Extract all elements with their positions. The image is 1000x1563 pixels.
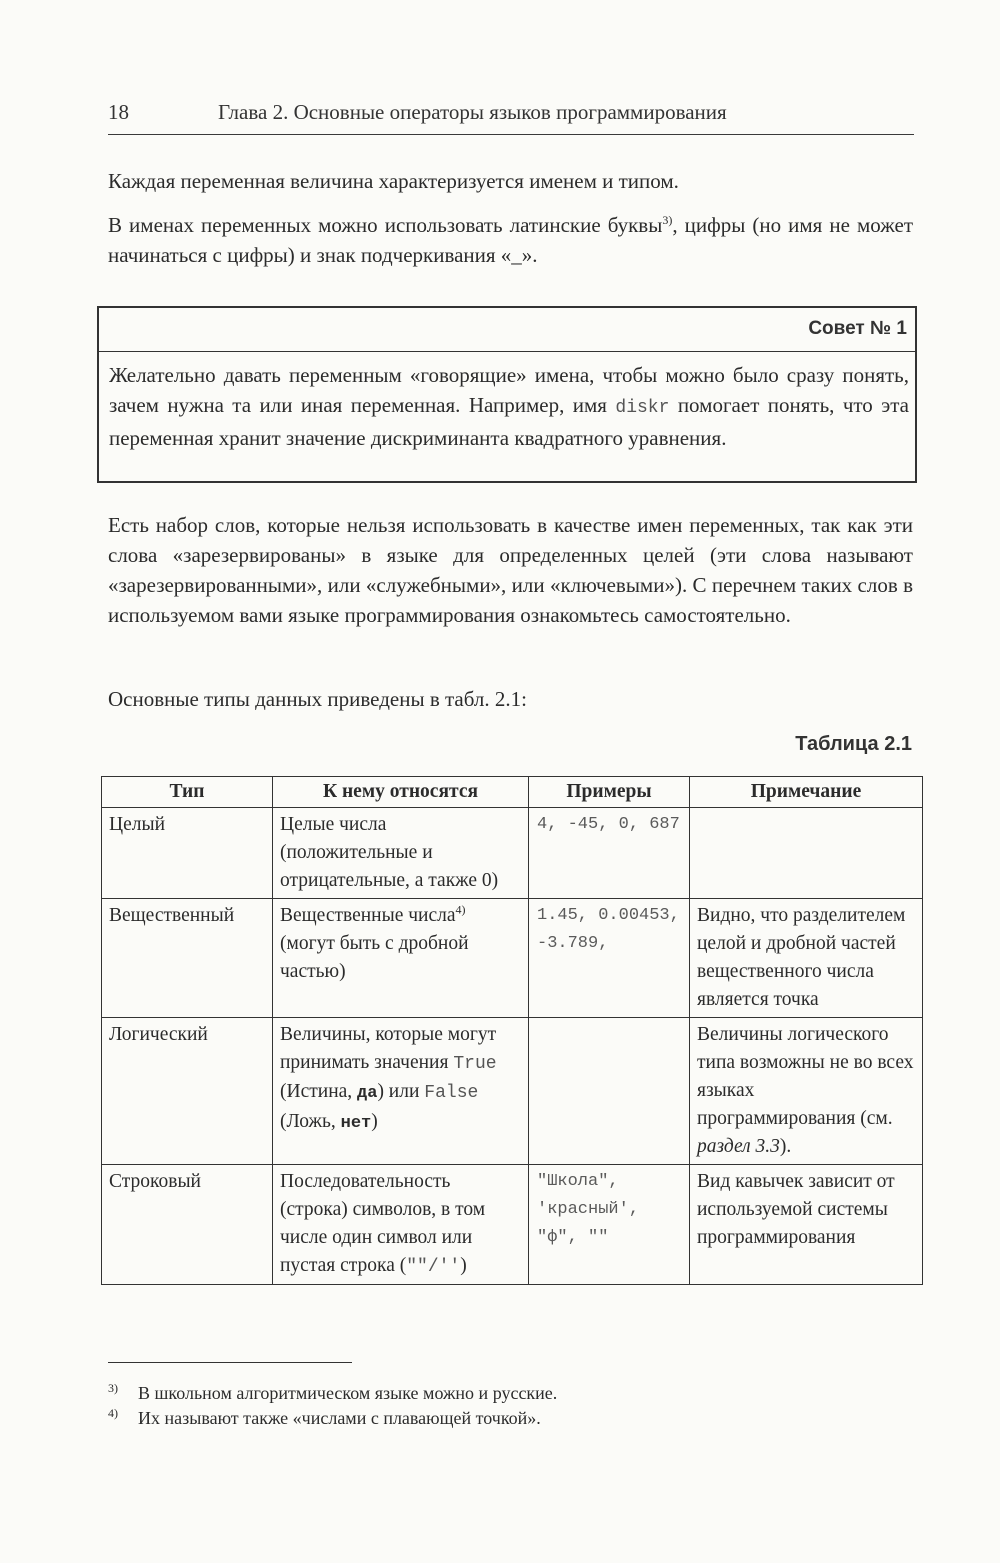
header-examples: Примеры [529, 777, 690, 808]
table-row [102, 899, 923, 1018]
footnote-text: В школьном алгоритмическом языке можно и русские. [138, 1383, 558, 1403]
intro-p2-text: В именах переменных можно использовать латинские буквы [108, 213, 663, 237]
cell-examples [529, 1018, 690, 1165]
header-includes: К нему относятся [273, 777, 529, 808]
cell-desc: Целые числа (положительные и отрицательные, а также 0) [273, 808, 529, 899]
cell-note-text-end: ). [779, 1136, 792, 1157]
footnote-text: Их называют также «числами с плавающей точкой». [138, 1408, 541, 1428]
cell-type: Логический [102, 1018, 273, 1165]
cell-type: Строковый [102, 1165, 273, 1285]
tip-text-start: Желательно давать переменным «говорящие» имена, чтобы можно было сразу понять, зачем нужна та или иная переменная. Например, имя [109, 363, 909, 417]
cell-note: Видно, что разделителем целой и дробной частей вещественного числа является точка [690, 899, 923, 1018]
cell-type: Вещественный [102, 899, 273, 1018]
footnote-mark: 4) [108, 1406, 118, 1420]
table-row [102, 808, 923, 899]
false-code: False [424, 1083, 479, 1103]
tip-code: diskr [615, 398, 670, 418]
true-code: True [453, 1054, 497, 1074]
true-label: (Истина, [280, 1081, 358, 1102]
intro-paragraph-2 [108, 210, 913, 270]
tip-box [97, 306, 917, 483]
cell-examples: 4, -45, 0, 687 [529, 808, 690, 899]
footnote-ref-3: 3) [662, 213, 673, 227]
true-ru: да [357, 1084, 378, 1103]
cell-examples: 1.45, 0.00453, -3.789, [529, 899, 690, 1018]
page-number: 18 [108, 100, 129, 124]
table-row [102, 1165, 923, 1285]
cell-desc-text-end: (могут быть с дробной частью) [280, 933, 469, 982]
intro-p2-text-end: , цифры (но имя не может начинаться с цифры) и знак подчеркивания «_». [108, 213, 913, 267]
cell-desc [273, 1165, 529, 1285]
cell-note [690, 1018, 923, 1165]
cell-note-text: Величины логического типа возможны не во всех языках программирования (см. [697, 1024, 914, 1129]
types-intro: Основные типы данных приведены в табл. 2.1: [108, 687, 527, 711]
false-ru: нет [340, 1114, 372, 1133]
empty-string-code: ""/'' [406, 1257, 461, 1277]
footnote-4 [108, 1406, 541, 1430]
cell-note [690, 808, 923, 899]
cell-desc-text: Величины, которые могут принимать значения [280, 1024, 497, 1073]
intro-paragraph-1: Каждая переменная величина характеризуется именем и типом. [108, 169, 679, 193]
tip-text [109, 360, 909, 453]
tip-text-end: помогает понять, что эта переменная хранит значение дискриминанта квадратного уравнения. [109, 393, 909, 450]
or-text: ) или [377, 1081, 425, 1102]
header-type: Тип [102, 777, 273, 808]
footnote-divider [108, 1362, 352, 1363]
cell-desc-text: Вещественные числа [280, 905, 456, 926]
cell-examples: "Школа", 'красный', "ф", "" [529, 1165, 690, 1285]
cell-type: Целый [102, 808, 273, 899]
cell-note: Вид кавычек зависит от используемой системы программирования [690, 1165, 923, 1285]
close-paren: ) [371, 1111, 378, 1132]
cell-desc [273, 899, 529, 1018]
table-header-row [102, 777, 923, 808]
cell-desc-text: Последовательность (строка) символов, в том числе один символ или пустая строка ( [280, 1171, 486, 1276]
footnote-3 [108, 1381, 557, 1405]
running-title: Глава 2. Основные операторы языков программирования [218, 100, 727, 124]
data-types-table [101, 776, 923, 1285]
footnote-ref-4: 4) [455, 902, 466, 917]
cell-desc-text-end: ) [460, 1255, 467, 1276]
reserved-words-paragraph: Есть набор слов, которые нельзя использовать в качестве имен переменных, так как эти слова «зарезервированы» в языке для определенных целей (эти слова называют «зарезервированными», или «служебными», или «ключевыми»). С перечнем таких слов в используемом вами языке программирования ознакомьтесь самостоятельно. [108, 513, 913, 627]
header-note: Примечание [690, 777, 923, 808]
table-caption: Таблица 2.1 [795, 733, 912, 755]
tip-title: Совет № 1 [808, 318, 907, 339]
running-header [108, 98, 914, 135]
cell-desc [273, 1018, 529, 1165]
footnote-mark: 3) [108, 1381, 118, 1395]
section-reference: раздел 3.3 [697, 1136, 780, 1157]
table-row [102, 1018, 923, 1165]
false-label: (Ложь, [280, 1111, 341, 1132]
tip-divider [99, 351, 915, 352]
